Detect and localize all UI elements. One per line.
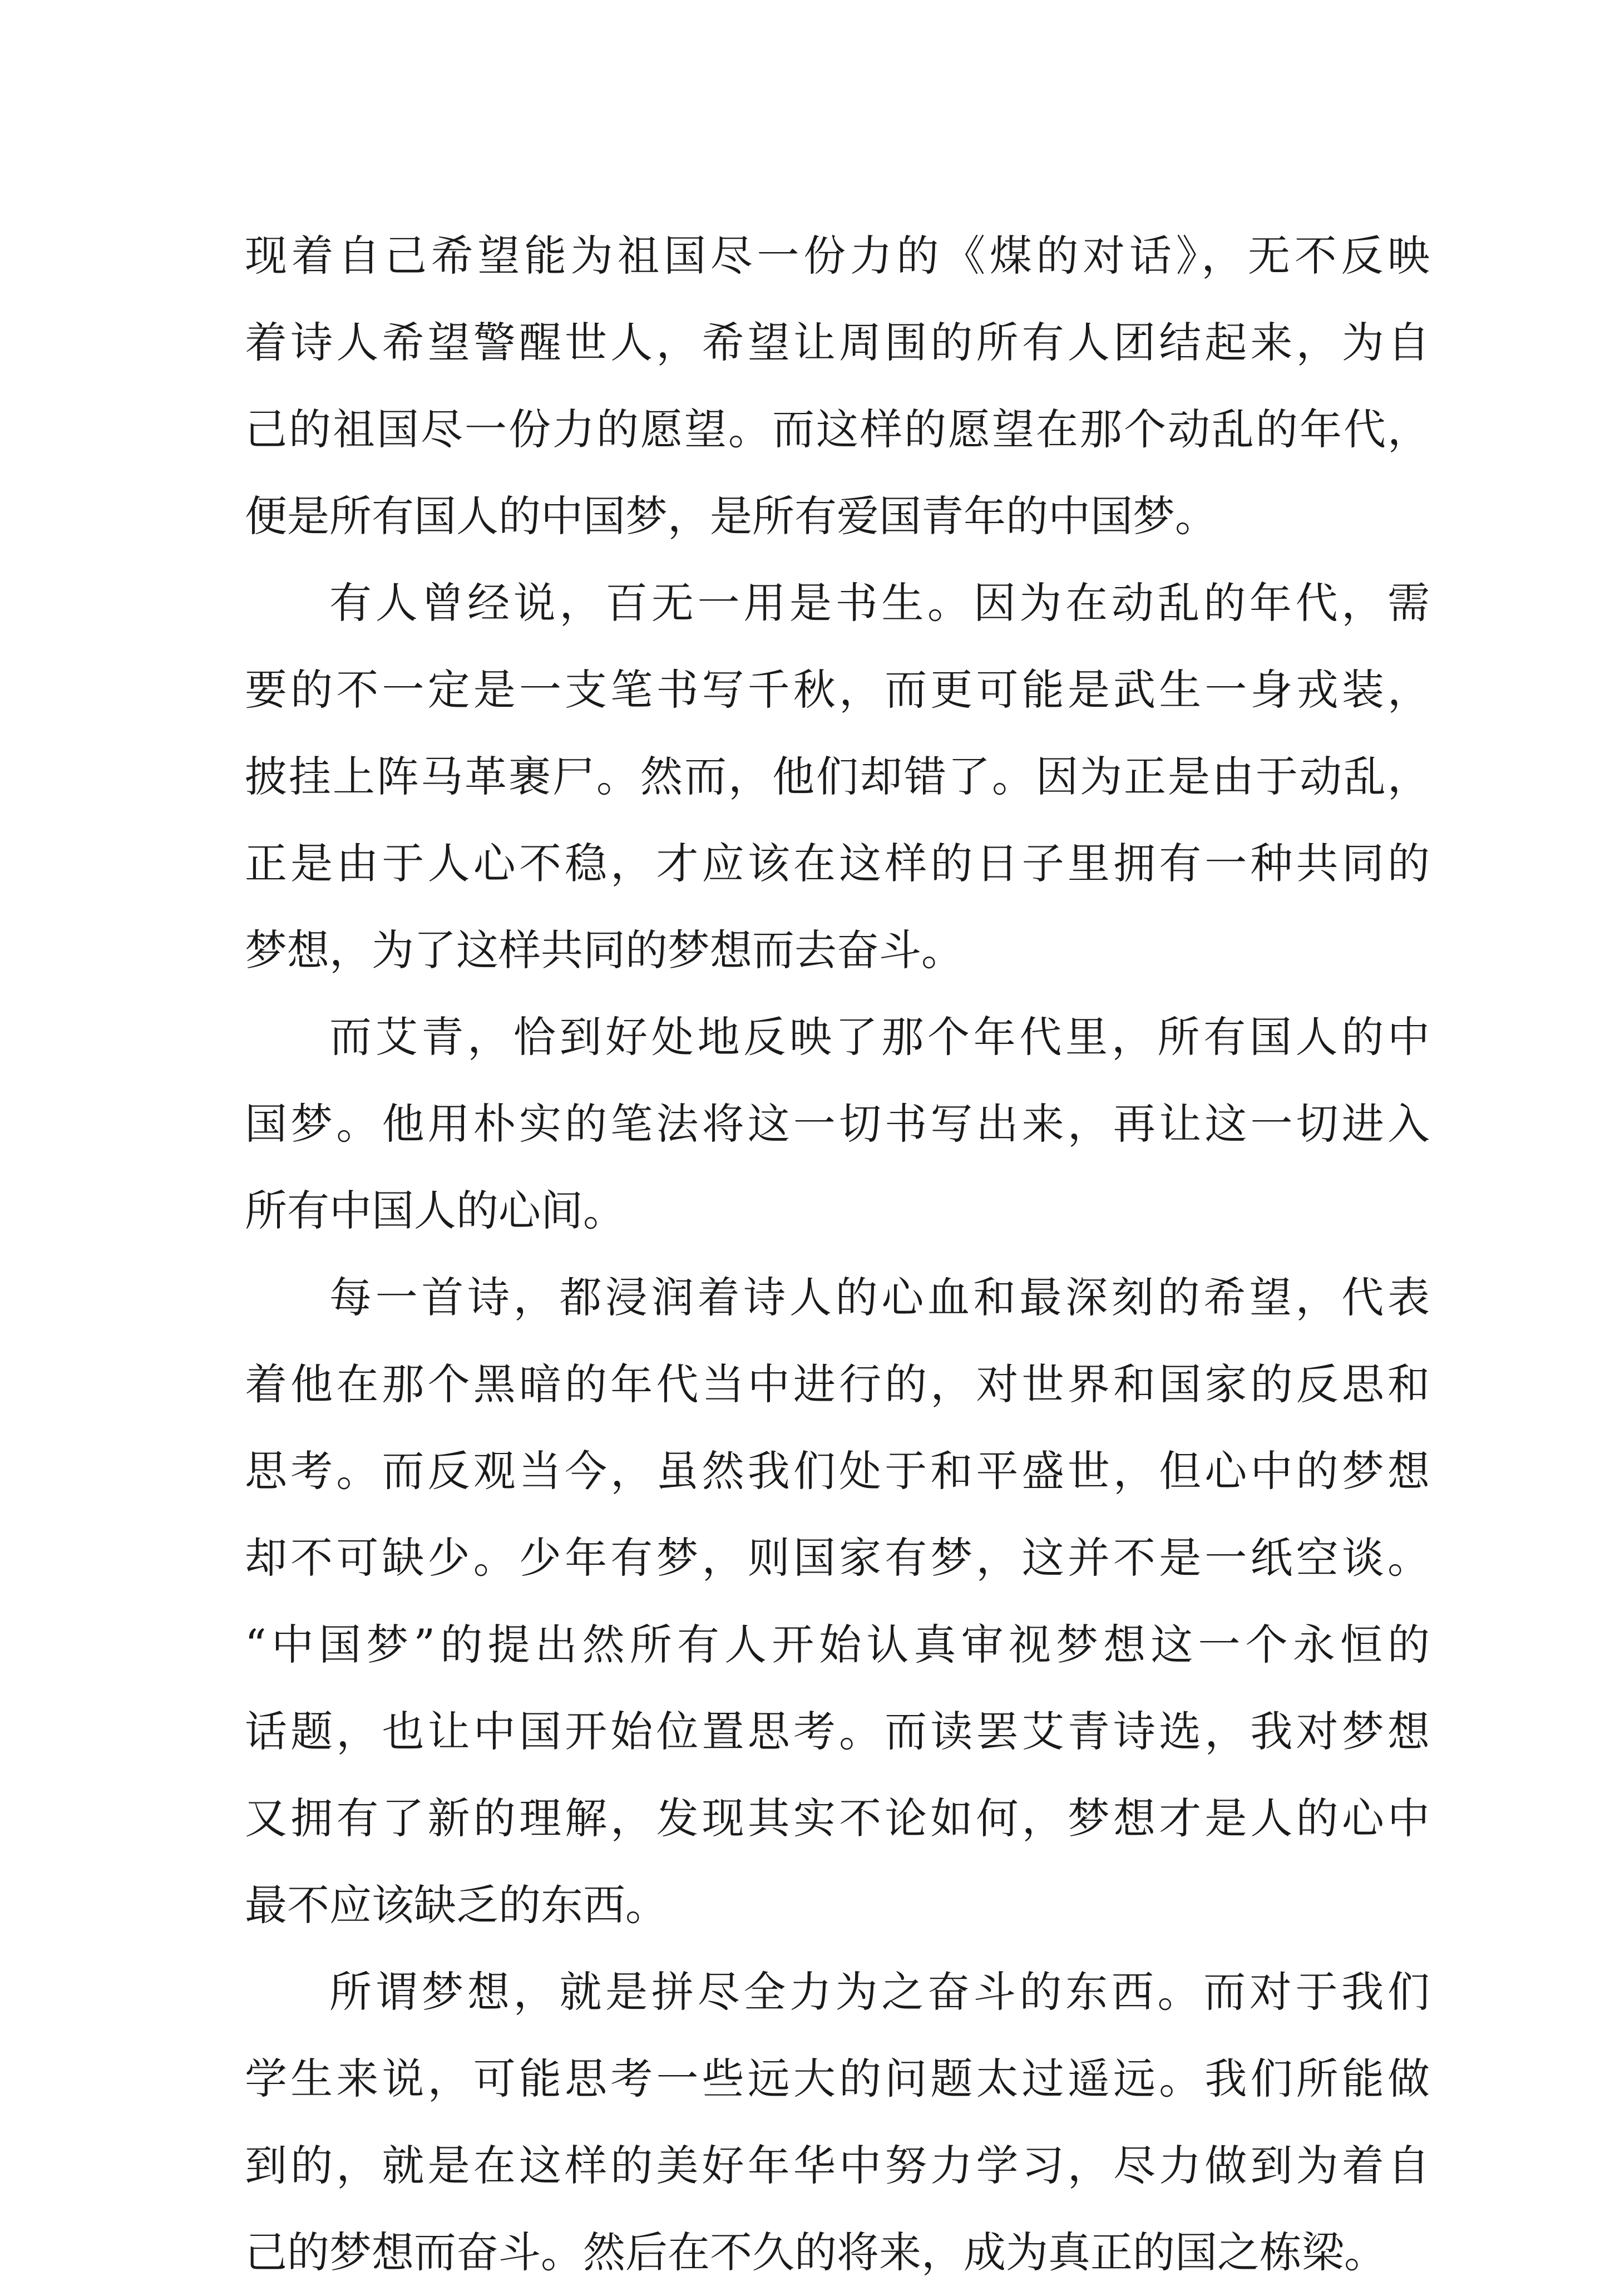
paragraph-5 xyxy=(245,1949,1430,2296)
text-line: 最不应该缺乏的东西。 xyxy=(245,1880,668,1930)
text-line: 正是由于人心不稳，才应该在这样的日子里拥有一种共同的 xyxy=(245,839,1430,888)
text-line: 所谓梦想，就是拼尽全力为之奋斗的东西。而对于我们 xyxy=(329,1967,1430,2017)
text-line: 到的，就是在这样的美好年华中努力学习，尽力做到为着自 xyxy=(245,2141,1430,2190)
text-line: 每一首诗，都浸润着诗人的心血和最深刻的希望，代表 xyxy=(329,1273,1430,1322)
text-line: 而艾青，恰到好处地反映了那个年代里，所有国人的中 xyxy=(329,1012,1430,1062)
text-line: 却不可缺少。少年有梦，则国家有梦，这并不是一纸空谈。 xyxy=(245,1533,1430,1583)
text-line: 要的不一定是一支笔书写千秋，而更可能是武生一身戎装， xyxy=(245,665,1430,715)
paragraph-3 xyxy=(245,994,1430,1254)
text-line: 学生来说，可能思考一些远大的问题太过遥远。我们所能做 xyxy=(245,2054,1430,2103)
text-line: 有人曾经说，百无一用是书生。因为在动乱的年代，需 xyxy=(329,578,1430,628)
text-line: 国梦。他用朴实的笔法将这一切书写出来，再让这一切进入 xyxy=(245,1099,1430,1149)
paragraph-2 xyxy=(245,560,1430,994)
text-line: 现着自己希望能为祖国尽一份力的《煤的对话》，无不反映 xyxy=(245,231,1430,280)
text-line: 梦想，为了这样共同的梦想而去奋斗。 xyxy=(245,925,964,975)
text-line: 己的梦想而奋斗。然后在不久的将来，成为真正的国之栋梁。 xyxy=(245,2228,1386,2277)
text-line: “中国梦”的提出然所有人开始认真审视梦想这一个永恒的 xyxy=(245,1620,1430,1669)
text-line: 所有中国人的心间。 xyxy=(245,1186,625,1235)
paragraph-4 xyxy=(245,1254,1430,1949)
text-line: 又拥有了新的理解，发现其实不论如何，梦想才是人的心中 xyxy=(245,1794,1430,1843)
text-line: 话题，也让中国开始位置思考。而读罢艾青诗选，我对梦想 xyxy=(245,1707,1430,1756)
document-body xyxy=(245,213,1430,2296)
text-line: 思考。而反观当今，虽然我们处于和平盛世，但心中的梦想 xyxy=(245,1446,1430,1496)
text-line: 便是所有国人的中国梦，是所有爱国青年的中国梦。 xyxy=(245,491,1217,541)
text-line: 披挂上阵马革裹尸。然而，他们却错了。因为正是由于动乱， xyxy=(245,752,1430,801)
text-line: 己的祖国尽一份力的愿望。而这样的愿望在那个动乱的年代， xyxy=(245,405,1430,454)
paragraph-1 xyxy=(245,213,1430,560)
text-line: 着他在那个黑暗的年代当中进行的，对世界和国家的反思和 xyxy=(245,1359,1430,1409)
text-line: 着诗人希望警醒世人，希望让周围的所有人团结起来，为自 xyxy=(245,318,1430,367)
